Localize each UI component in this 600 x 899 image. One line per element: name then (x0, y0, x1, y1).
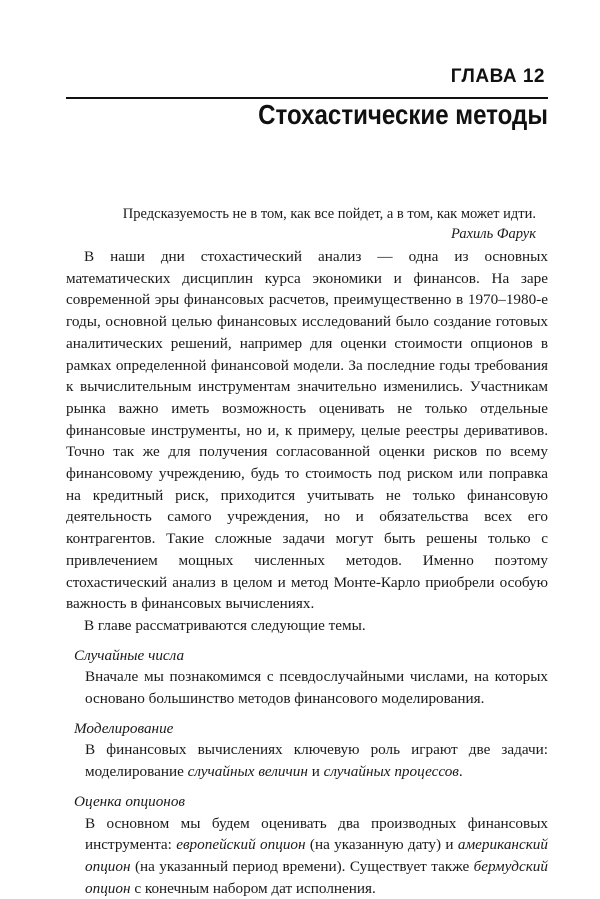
chapter-body (66, 246, 548, 899)
topic-emphasis: американский опцион (85, 836, 548, 875)
topic-option-valuation (66, 791, 548, 899)
topic-emphasis: случайных величин (187, 763, 308, 781)
topic-emphasis: случайных процессов (323, 763, 459, 781)
topic-title: Случайные числа (74, 646, 185, 664)
topic-text: . (458, 763, 463, 781)
chapter-label: ГЛАВА 12 (450, 66, 545, 87)
topic-title: Моделирование (74, 719, 174, 737)
topic-text: (на указанную дату) и (305, 836, 458, 854)
topic-emphasis: бермудский опцион (85, 857, 548, 897)
topic-description (66, 739, 548, 782)
topic-description (66, 813, 548, 899)
epigraph-quote: Предсказуемость не в том, как все пойдет, а в том, как может идти. (122, 206, 536, 222)
topic-emphasis: европейский опцион (176, 836, 306, 854)
topic-text: В финансовых вычислениях ключевую роль играют две задачи: моделирование (85, 741, 548, 781)
topic-text: и (307, 763, 324, 781)
topic-random-numbers (66, 645, 548, 710)
topic-text: с конечным набором дат исполнения. (130, 879, 376, 897)
chapter-title: Стохастические методы (258, 99, 548, 130)
topic-text: (на указанный период времени). Существует также (130, 857, 474, 875)
topic-description: Вначале мы познакомимся с псевдослучайными числами, на которых основано большинство методов финансового моделирования. (85, 668, 548, 708)
topic-simulation (66, 718, 548, 783)
topic-title: Оценка опционов (74, 792, 186, 810)
intro-paragraph: В наши дни стохастический анализ — одна из основных математических дисциплин курса экономики и финансов. На заре современной эры финансовых расчетов, преимущественно в 1970–1980-е годы, основной целью финансовых исследований было создание готовых аналитических решений, например для оценки стоимости опционов в рамках определенной финансовой модели. За последние годы требования к вычислительным инструментам значительно изменились. Участникам рынка важно иметь возможность оценивать не только отдельные финансовые инструменты, но и, к примеру, целые реестры деривативов. Точно так же для получения согласованной оценки рисков по всему финансовому учреждению, будь то стоимость под риском или поправка на кредитный риск, приходится учитывать не только финансовую деятельность самого учреждения, но и обязательства всех его контрагентов. Такие сложные задачи могут быть решены только с привлечением мощных численных методов. Именно поэтому стохастический анализ в целом и метод Монте-Карло приобрели особую важность в финансовых вычислениях. (66, 248, 548, 613)
topic-text: В основном мы будем оценивать два производных финансовых инструмента: (85, 814, 548, 854)
epigraph (116, 204, 536, 244)
topics-intro: В главе рассматриваются следующие темы. (84, 616, 366, 634)
epigraph-author: Рахиль Фарук (451, 226, 536, 242)
